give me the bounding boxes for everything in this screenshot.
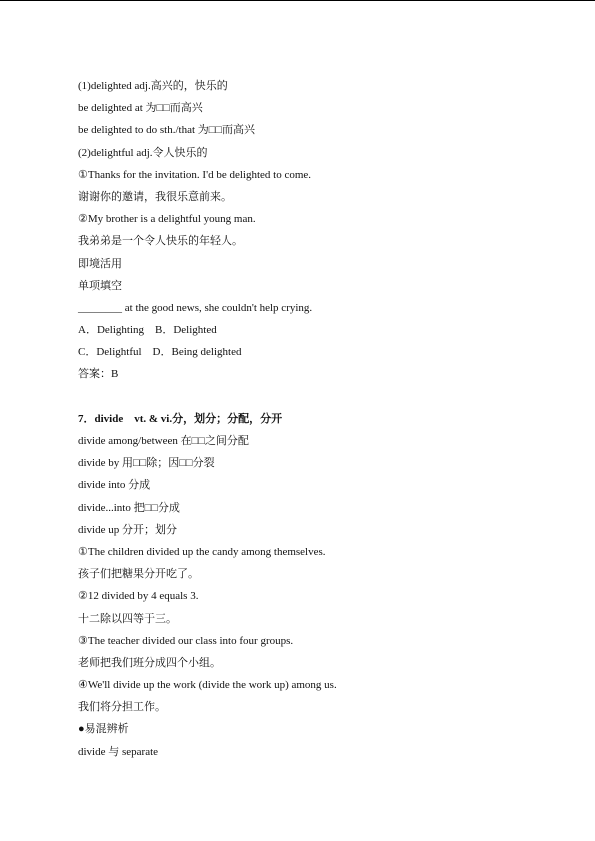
example-sentence: ①Thanks for the invitation. I'd be delighted to come.	[78, 168, 312, 181]
blank-spacer	[78, 386, 558, 408]
text-line: be delighted at 为□□而高兴	[78, 102, 203, 115]
text-line: divide up 分开；划分	[78, 523, 177, 536]
text-line: divide by 用□□除；因□□分裂	[78, 457, 215, 470]
answer-key: 答案：B	[78, 368, 119, 381]
example-sentence: ①The children divided up the candy among themselves.	[78, 545, 326, 558]
question-stem: ________ at the good news, she couldn't help crying.	[78, 301, 313, 314]
top-border-line	[0, 0, 595, 1]
example-translation: 我弟弟是一个令人快乐的年轻人。	[78, 235, 243, 248]
example-translation: 我们将分担工作。	[78, 701, 166, 714]
entry-heading: 7．divide vt. & vi.分，划分；分配，分开	[78, 412, 283, 425]
example-sentence: ④We'll divide up the work (divide the work up) among us.	[78, 679, 337, 692]
text-line: divide 与 separate	[78, 745, 159, 758]
text-line: be delighted to do sth./that 为□□而高兴	[78, 124, 256, 137]
document-body	[78, 75, 558, 763]
text-line: divide...into 把□□分成	[78, 501, 180, 514]
text-line: (2)delightful adj.令人快乐的	[78, 146, 208, 159]
example-translation: 孩子们把糖果分开吃了。	[78, 568, 199, 581]
section-label: 即境活用	[78, 257, 122, 270]
section-label: 单项填空	[78, 279, 122, 292]
example-translation: 老师把我们班分成四个小组。	[78, 656, 221, 669]
text-line: divide into 分成	[78, 479, 151, 492]
example-translation: 谢谢你的邀请，我很乐意前来。	[78, 190, 232, 203]
text-line: divide among/between 在□□之间分配	[78, 435, 249, 447]
example-sentence: ②My brother is a delightful young man.	[78, 213, 256, 226]
answer-options: C．Delightful D．Being delighted	[78, 346, 242, 359]
example-translation: 十二除以四等于三。	[78, 612, 177, 625]
example-sentence: ③The teacher divided our class into four groups.	[78, 634, 294, 647]
section-label: ●易混辨析	[78, 723, 129, 736]
text-line: (1)delighted adj.高兴的，快乐的	[78, 80, 228, 92]
answer-options: A．Delighting B．Delighted	[78, 324, 217, 337]
example-sentence: ②12 divided by 4 equals 3.	[78, 590, 199, 603]
